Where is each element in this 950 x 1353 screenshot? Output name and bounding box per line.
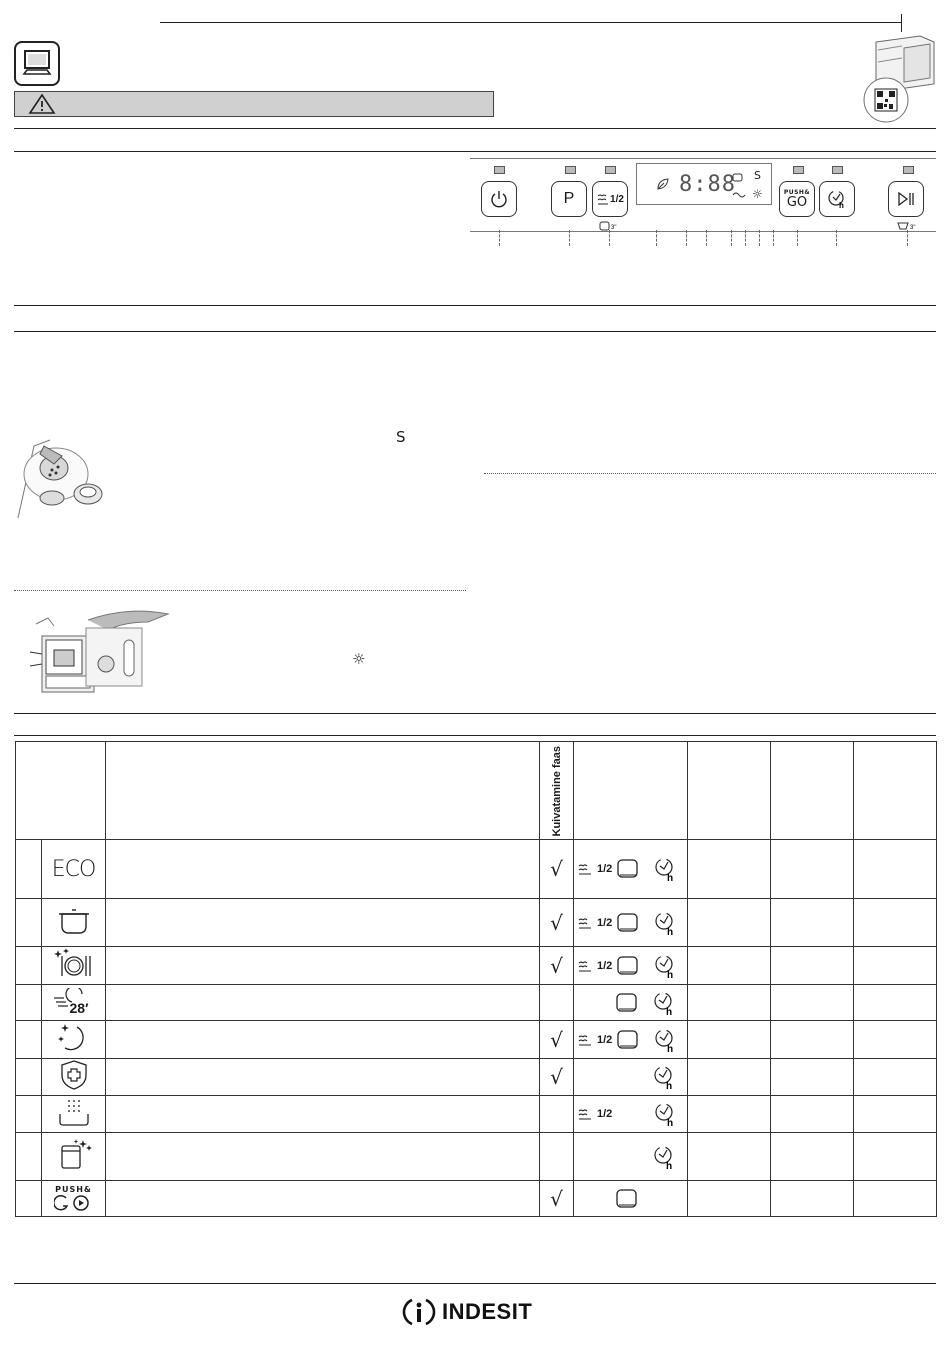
delay-clock-icon [652,909,678,937]
callout-line [773,230,774,246]
salt-indicator: S [754,169,761,182]
half-load-icon [577,958,593,974]
data-cell [854,1181,937,1217]
half-load-icon [577,1106,593,1122]
table-row [16,899,937,947]
sanitize-shield-icon [59,1059,89,1091]
digital-display [636,163,772,205]
top-rule [160,22,902,23]
row-number-cell [16,899,42,947]
svg-text:h: h [667,873,674,883]
half-load-icon [577,1032,593,1048]
table-row [16,840,937,899]
half-load-label: 1/2 [610,193,624,205]
delay-clock-icon [652,1100,678,1128]
data-cell [854,1059,937,1096]
svg-text:h: h [667,1118,674,1128]
options-cell [574,1181,688,1217]
half-load-label: 1/2 [597,863,613,875]
dishwasher-qr-icon [858,28,940,124]
callout-line [836,230,837,246]
table-row [16,1133,937,1181]
data-cell [854,947,937,985]
tablet-icon [616,911,640,935]
description-cell [106,1021,540,1059]
tablet-icon [615,1187,639,1211]
header-cell [688,742,771,840]
half-load-icon [596,192,610,206]
footer-rule [14,1283,936,1284]
check-mark: √ [550,910,563,935]
options-cell [574,1059,688,1096]
delay-clock-icon [652,952,678,980]
led-indicator [903,166,914,174]
quick-28-icon [52,988,96,1018]
svg-text:h: h [667,1043,674,1054]
data-cell [771,840,854,899]
table-row [16,1059,937,1096]
header-cell [854,742,937,840]
dotted-separator [14,590,466,591]
indesit-logo-icon [402,1295,436,1329]
table-header-row [16,742,937,840]
svg-text:h: h [667,926,674,937]
check-mark: √ [550,857,563,881]
dotted-separator [484,473,936,474]
delay-button[interactable] [819,181,855,217]
drying-cell [540,947,574,985]
eco-leaf-icon [656,177,670,191]
options-cell [574,840,688,899]
data-cell [688,899,771,947]
check-mark: √ [550,1186,563,1211]
brand-logo [402,1294,552,1330]
data-cell [688,985,771,1021]
quick-minutes-label: 28′ [69,999,89,1016]
section-rule [14,151,936,152]
data-cell [771,947,854,985]
section-rule [14,331,936,332]
data-cell [771,1059,854,1096]
program-label: P [563,190,575,207]
table-row [16,1096,937,1133]
data-cell [688,1059,771,1096]
monitor-icon [14,41,60,86]
led-indicator [793,166,804,174]
callout-line [907,230,908,246]
half-load-label: 1/2 [597,1033,613,1046]
program-icon-cell [42,1133,106,1181]
program-icon-cell [42,947,106,985]
data-cell [771,1096,854,1133]
push-go-label: PUSH& [783,189,811,196]
delay-clock-icon [652,1026,678,1054]
data-cell [688,840,771,899]
header-cell [106,742,540,840]
section-rule [14,128,936,129]
svg-text:h: h [666,1081,673,1091]
led-indicator [832,166,843,174]
half-load-label: 1/2 [597,1108,613,1120]
rinse-indicator: ☼ [752,187,763,201]
tablet-icon [616,954,640,978]
delay-clock-icon [826,188,848,210]
half-load-icon [577,861,593,877]
data-cell [771,1133,854,1181]
drying-cell [540,840,574,899]
drying-cell [540,1133,574,1181]
options-cell [574,985,688,1021]
push-go-label: PUSH& [55,1184,92,1194]
section-rule [14,713,936,714]
callout-line [731,230,732,246]
description-cell [106,1133,540,1181]
start-pause-button[interactable] [888,181,924,217]
check-mark: √ [550,1065,563,1089]
drying-header: Kuivatamine faas [550,746,563,837]
row-number-cell [16,840,42,899]
options-cell [574,947,688,985]
drying-cell [540,985,574,1021]
data-cell [688,1133,771,1181]
callout-line [797,230,798,246]
section-rule [14,305,936,306]
description-cell [106,947,540,985]
data-cell [688,1181,771,1217]
drying-cell [540,1096,574,1133]
svg-text:h: h [666,1160,673,1171]
program-icon-cell [42,1059,106,1096]
section-rule [14,735,936,736]
callout-line [569,230,570,246]
data-cell [688,947,771,985]
drying-cell [540,899,574,947]
brand-name: INDESIT [442,1299,533,1324]
data-cell [854,985,937,1021]
program-icon-cell [42,985,106,1021]
water-indicator-icon [732,190,746,200]
self-clean-icon [56,1138,92,1172]
display-digits: 8:88 [679,172,736,197]
header-cell [16,742,106,840]
row-number-cell [16,1059,42,1096]
program-icon-cell [42,899,106,947]
delay-clock-icon [651,989,677,1017]
row-number-cell [16,1181,42,1217]
row-number-cell [16,947,42,985]
check-mark: √ [550,1027,563,1052]
row-number-cell [16,1133,42,1181]
table-row [16,1181,937,1217]
half-load-label: 1/2 [597,959,613,972]
data-cell [854,1096,937,1133]
svg-text:h: h [666,1006,673,1017]
power-button[interactable] [481,181,517,217]
data-cell [771,899,854,947]
delay-clock-icon [651,1143,677,1171]
tablet-icon [616,857,640,881]
options-cell [574,1133,688,1181]
svg-text:3": 3" [611,225,617,231]
program-icon-cell [42,1096,106,1133]
tablet-icon [616,1028,640,1052]
play-pause-icon [896,191,916,207]
data-cell [854,1021,937,1059]
tablet-icon [615,991,639,1015]
data-cell [771,1181,854,1217]
data-cell [771,1021,854,1059]
callout-line [759,230,760,246]
tablet-indicator-icon [732,173,744,183]
data-cell [688,1096,771,1133]
description-cell [106,1181,540,1217]
callout-line [686,230,687,246]
program-icon-cell [42,1021,106,1059]
data-cell [771,985,854,1021]
led-indicator [565,166,576,174]
dishes-sparkle-icon [54,948,94,980]
night-icon [57,1022,91,1054]
description-cell [106,840,540,899]
options-cell [574,899,688,947]
push-go-word: GO [786,195,808,210]
svg-text:h: h [839,201,844,210]
drying-cell [540,1181,574,1217]
program-icon-cell [42,840,106,899]
table-row [16,1021,937,1059]
callout-line [499,230,500,246]
power-icon [489,189,509,209]
rinse-aid-symbol: ☼ [352,650,366,668]
push-go-button[interactable] [779,181,815,217]
rinse-soak-icon [57,1096,91,1128]
warning-bar [14,91,494,117]
description-cell [106,985,540,1021]
salt-illustration [14,438,106,520]
delay-clock-icon [652,855,678,883]
header-cell [574,742,688,840]
options-cell [574,1096,688,1133]
data-cell [854,840,937,899]
callout-line [706,230,707,246]
callout-line [656,230,657,246]
half-load-icon [577,915,593,931]
data-cell [854,1133,937,1181]
tablet-small-icon [598,220,622,232]
data-cell [854,899,937,947]
drying-cell [540,1021,574,1059]
warning-triangle-icon [27,92,57,116]
row-number-cell [16,985,42,1021]
drying-cell [540,1059,574,1096]
drying-header-cell [540,742,574,840]
half-load-label: 1/2 [597,916,613,929]
rinse-aid-illustration [28,610,170,694]
delay-clock-icon [651,1063,677,1091]
row-number-cell [16,1096,42,1133]
eco-icon: ECO [51,856,96,882]
description-cell [106,899,540,947]
salt-symbol: S [396,428,406,446]
callout-line [745,230,746,246]
table-row [16,985,937,1021]
header-cell [771,742,854,840]
program-table [15,741,937,1217]
row-number-cell [16,1021,42,1059]
table-row [16,947,937,985]
description-cell [106,1096,540,1133]
svg-text:3": 3" [910,225,916,231]
description-cell [106,1059,540,1096]
half-load-button[interactable] [592,181,628,217]
check-mark: √ [550,953,563,978]
push-go-icon [42,1186,105,1212]
led-indicator [605,166,616,174]
program-button[interactable] [551,181,587,217]
led-indicator [494,166,505,174]
callout-line [609,230,610,246]
program-icon-cell [42,1181,106,1217]
door-open-small-icon [897,221,923,231]
options-cell [574,1021,688,1059]
svg-text:h: h [667,969,674,980]
pot-icon [57,906,91,936]
data-cell [688,1021,771,1059]
